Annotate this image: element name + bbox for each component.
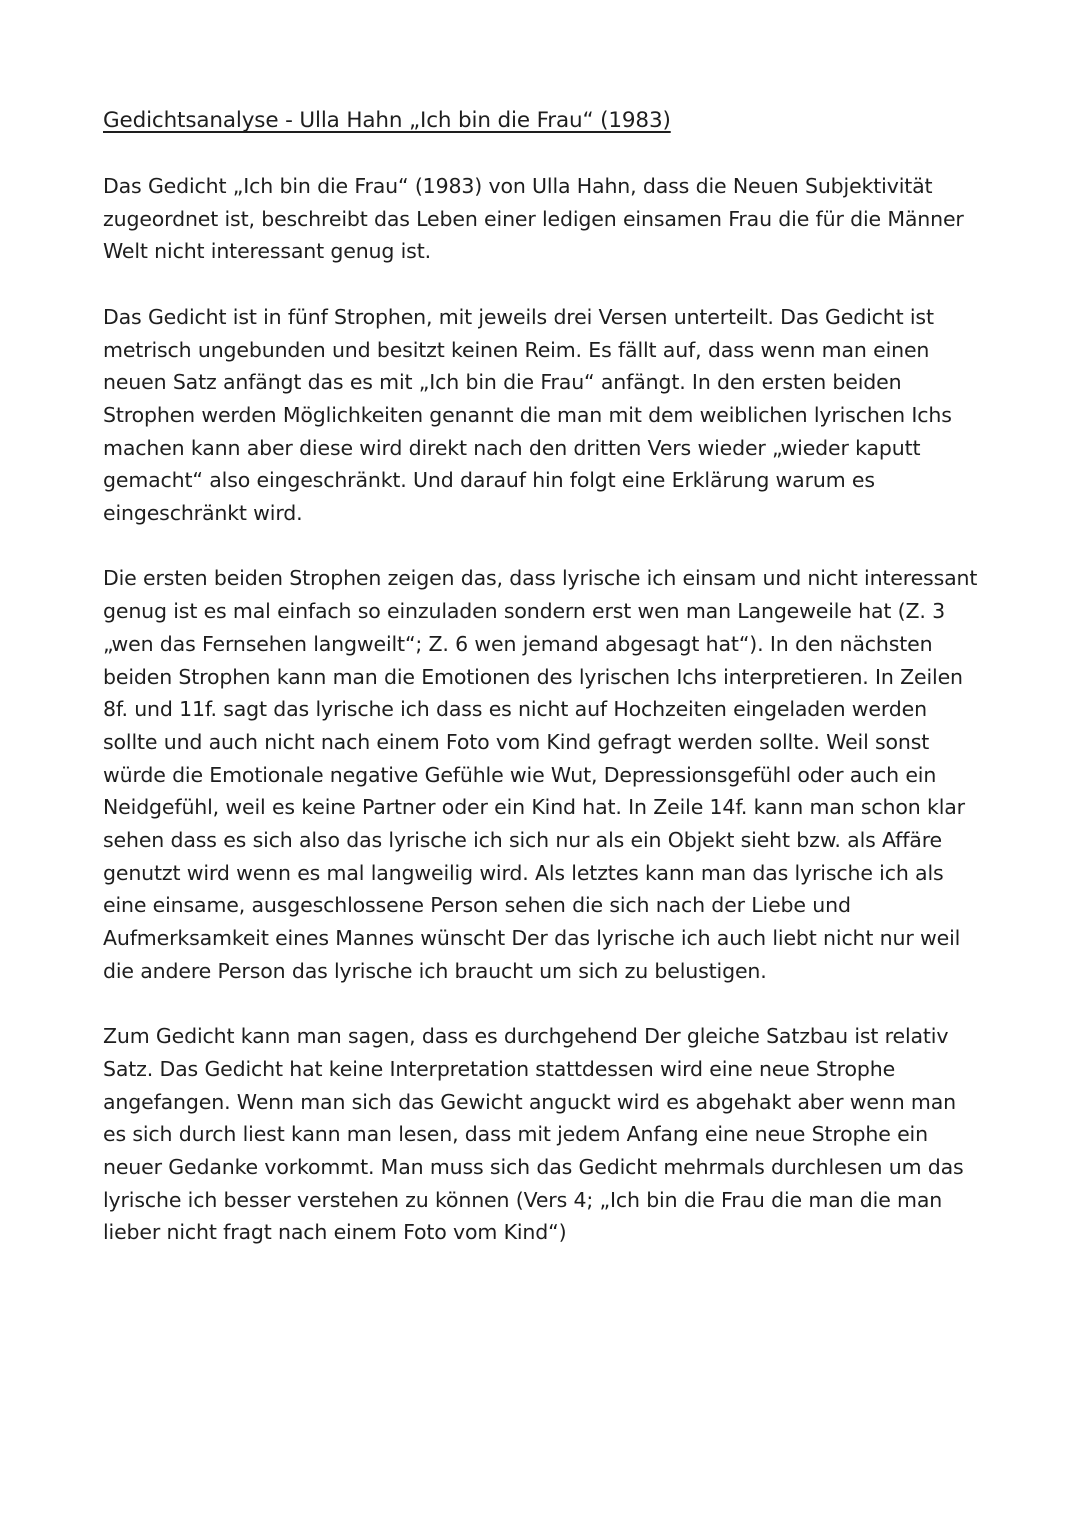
document-title: Gedichtsanalyse - Ulla Hahn „Ich bin die Frau“ (1983) <box>103 108 671 133</box>
paragraph-form-analysis: Das Gedicht ist in fünf Strophen, mit jeweils drei Versen unterteilt. Das Gedicht ist metrisch ungebunden und besitzt keinen Reim. Es fällt auf, dass wenn man einen neuen Satz anfängt das es mit „Ich bin die Frau“ anfängt. In den ersten beiden Strophen werden Möglichkeiten genannt die man mit dem weiblichen lyrischen Ichs machen kann aber diese wird direkt nach den dritten Vers wieder „wieder kaputt gemacht“ also eingeschränkt. Und darauf hin folgt eine Erklärung warum es eingeschränkt wird. <box>103 304 952 526</box>
paragraph-content-interpretation: Die ersten beiden Strophen zeigen das, dass lyrische ich einsam und nicht interessant genug ist es mal einfach so einzuladen sondern erst wen man Langeweile hat (Z. 3 „wen das Fernsehen langweilt“; Z. 6 wen jemand abgesagt hat“). In den nächsten beiden Strophen kann man die Emotionen des lyrischen Ichs interpretieren. In Zeilen 8f. und 11f. sagt das lyrische ich dass es nicht auf Hochzeiten eingeladen werden sollte und auch nicht nach einem Foto vom Kind gefragt werden sollte. Weil sonst würde die Emotionale negative Gefühle wie Wut, Depressionsgefühl oder auch ein Neidgefühl, weil es keine Partner oder ein Kind hat. In Zeile 14f. kann man schon klar sehen dass es sich also das lyrische ich sich nur als ein Objekt sieht bzw. als Affäre genutzt wird wenn es mal langweilig wird. Als letztes kann man das lyrische ich als eine einsame, ausgeschlossene Person sehen die sich nach der Liebe und Aufmerksamkeit eines Mannes wünscht Der das lyrische ich auch liebt nicht nur weil die andere Person das lyrische ich braucht um sich zu belustigen. <box>103 566 978 983</box>
paragraph-conclusion: Zum Gedicht kann man sagen, dass es durchgehend Der gleiche Satzbau ist relativ Satz. Das Gedicht hat keine Interpretation stattdessen wird eine neue Strophe angefangen. Wenn man sich das Gewicht anguckt wird es abgehakt aber wenn man es sich durch liest kann man lesen, dass mit jedem Anfang eine neue Strophe ein neuer Gedanke vorkommt. Man muss sich das Gedicht mehrmals durchlesen um das lyrische ich besser verstehen zu können (Vers 4; „Ich bin die Frau die man die man lieber nicht fragt nach einem Foto vom Kind“) <box>103 1024 964 1245</box>
paragraph-introduction: Das Gedicht „Ich bin die Frau“ (1983) von Ulla Hahn, dass die Neuen Subjektivität zugeordnet ist, beschreibt das Leben einer ledigen einsamen Frau die für die Männer Welt nicht interessant genug ist. <box>103 174 964 264</box>
document-page <box>103 104 983 1282</box>
